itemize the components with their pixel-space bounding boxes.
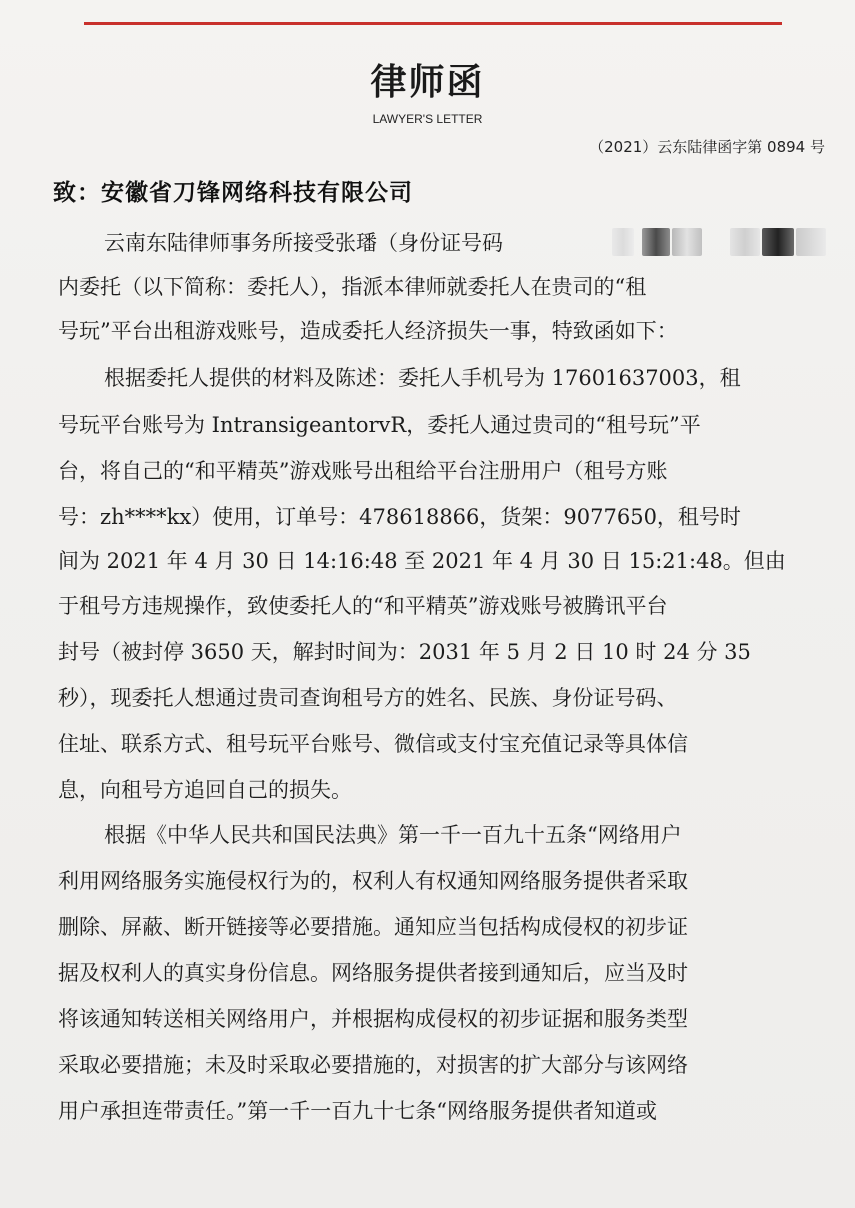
body-line: 号玩平台账号为 IntransigeantorvR，委托人通过贵司的“租号玩”平	[58, 413, 701, 437]
body-line: 根据《中华人民共和国民法典》第一千一百九十五条“网络用户	[104, 823, 682, 847]
body-line: 号：zh****kx）使用，订单号：478618866，货架：9077650，租号时	[58, 505, 741, 529]
recipient-line: 致：安徽省刀锋网络科技有限公司	[53, 180, 413, 206]
redacted-id-block	[612, 228, 634, 256]
redacted-id-block	[642, 228, 670, 256]
letter-title: 律师函	[370, 62, 485, 103]
body-line: 内委托（以下简称：委托人），指派本律师就委托人在贵司的“租	[58, 275, 647, 299]
redacted-id-block	[796, 228, 826, 256]
body-line: 据及权利人的真实身份信息。网络服务提供者接到通知后，应当及时	[58, 961, 688, 985]
redacted-id-block	[672, 228, 702, 256]
redacted-id-block	[730, 228, 760, 256]
body-line: 将该通知转送相关网络用户，并根据构成侵权的初步证据和服务类型	[58, 1007, 688, 1031]
body-line: 根据委托人提供的材料及陈述：委托人手机号为 17601637003，租	[104, 366, 741, 390]
body-line: 秒），现委托人想通过贵司查询租号方的姓名、民族、身份证号码、	[58, 686, 678, 710]
body-line: 间为 2021 年 4 月 30 日 14:16:48 至 2021 年 4 月 30 日 15:21:48。但由	[58, 549, 786, 573]
body-line: 台，将自己的“和平精英”游戏账号出租给平台注册用户（租号方账	[58, 459, 668, 483]
body-line: 采取必要措施；未及时采取必要措施的，对损害的扩大部分与该网络	[58, 1053, 688, 1077]
body-line: 于租号方违规操作，致使委托人的“和平精英”游戏账号被腾讯平台	[58, 594, 668, 618]
letter-subtitle: LAWYER'S LETTER	[372, 112, 483, 126]
body-line: 用户承担连带责任。”第一千一百九十七条“网络服务提供者知道或	[58, 1099, 657, 1123]
body-line: 利用网络服务实施侵权行为的，权利人有权通知网络服务提供者采取	[58, 869, 688, 893]
body-line: 号玩”平台出租游戏账号，造成委托人经济损失一事，特致函如下：	[58, 319, 678, 343]
body-line: 息，向租号方追回自己的损失。	[58, 778, 352, 802]
letterhead-red-rule	[84, 22, 782, 25]
reference-number: （2021）云东陆律函字第 0894 号	[589, 138, 825, 156]
body-line: 封号（被封停 3650 天，解封时间为：2031 年 5 月 2 日 10 时 24 分 35	[58, 640, 751, 664]
body-line: 住址、联系方式、租号玩平台账号、微信或支付宝充值记录等具体信	[58, 732, 688, 756]
body-line: 删除、屏蔽、断开链接等必要措施。通知应当包括构成侵权的初步证	[58, 915, 688, 939]
body-line: 云南东陆律师事务所接受张璠（身份证号码	[104, 231, 503, 255]
redacted-id-block	[762, 228, 794, 256]
